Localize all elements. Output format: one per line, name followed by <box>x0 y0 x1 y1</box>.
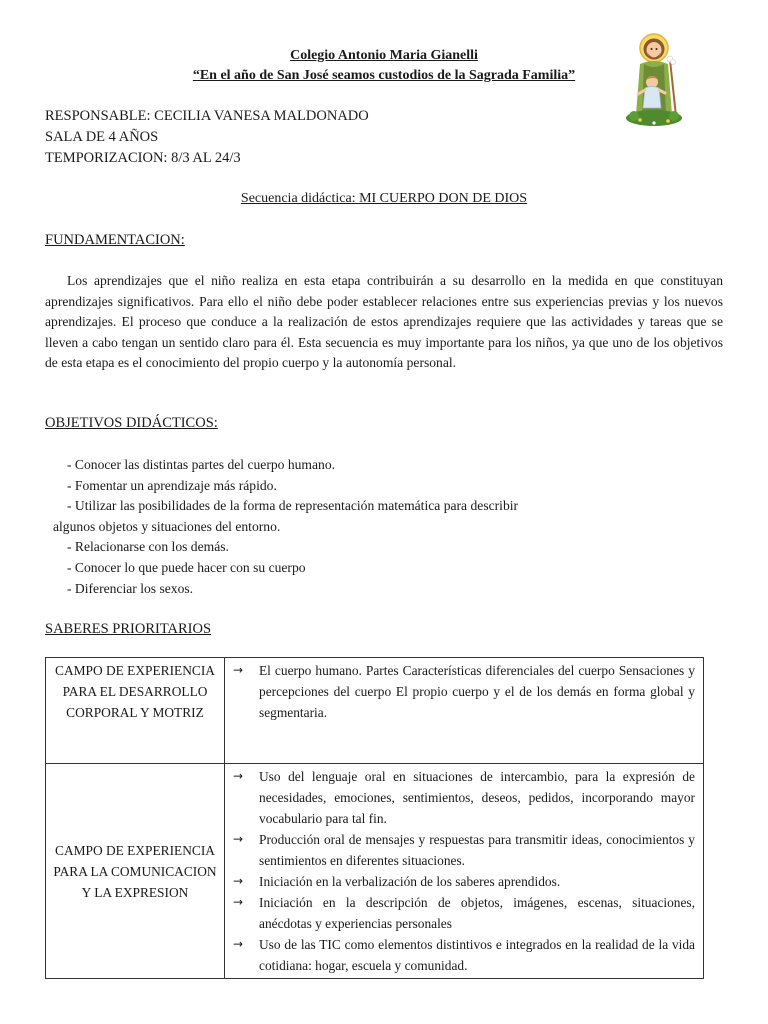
temporizacion-line: TEMPORIZACION: 8/3 AL 24/3 <box>45 150 241 166</box>
saber-text: Iniciación en la descripción de objetos, imágenes, escenas, situaciones, anécdotas y experiencias personales <box>259 895 695 931</box>
arrow-icon: → <box>233 663 244 677</box>
saber-text: Iniciación en la verbalización de los saberes aprendidos. <box>259 874 561 889</box>
objetivo-item: - Relacionarse con los demás. <box>67 539 229 555</box>
objetivos-list <box>53 455 519 599</box>
objetivo-item: - Diferenciar los sexos. <box>67 580 194 596</box>
arrow-icon: → <box>233 874 244 888</box>
sala-line: SALA DE 4 AÑOS <box>45 129 159 145</box>
saint-joseph-with-child-icon <box>624 30 688 128</box>
saberes-heading: SABERES PRIORITARIOS <box>45 621 212 637</box>
saber-item <box>233 660 695 723</box>
objetivo-item: algunos objetos y situaciones del entorno. <box>53 518 281 534</box>
fundamentacion-paragraph <box>45 271 723 374</box>
table-row <box>46 658 704 764</box>
saberes-cell <box>225 658 704 764</box>
arrow-icon: → <box>233 832 244 846</box>
school-name: Colegio Antonio Maria Gianelli <box>290 48 478 63</box>
campo-cell: CAMPO DE EXPERIENCIA PARA EL DESARROLLO CORPORAL Y MOTRIZ <box>46 658 225 764</box>
saber-item <box>233 829 695 871</box>
saber-text: Producción oral de mensajes y respuestas para transmitir ideas, conocimientos y sentimientos en diferentes situaciones. <box>259 832 695 868</box>
saberes-table <box>45 657 704 979</box>
saber-text: El cuerpo humano. Partes Características diferenciales del cuerpo Sensaciones y percepciones del cuerpo El propio cuerpo y el de los demás en forma global y segmentaria. <box>259 663 695 720</box>
objetivo-item: - Conocer lo que puede hacer con su cuerpo <box>67 559 306 575</box>
objetivo-item: - Conocer las distintas partes del cuerpo humano. <box>67 457 336 472</box>
saber-item <box>233 934 695 976</box>
school-motto: “En el año de San José seamos custodios de la Sagrada Familia” <box>192 68 576 83</box>
saberes-cell <box>225 764 704 979</box>
fundamentacion-text: Los aprendizajes que el niño realiza en esta etapa contribuirán a su desarrollo en la medida en que constituyan aprendizajes significativos. Para ello el niño debe poder establecer relaciones entre sus experiencias previas y los nuevos aprendizajes. El proceso que conduce a la realización de estos aprendizajes requiere que las actividades y tareas que se lleven a cabo tengan un sentido claro para él. Esta secuencia es muy importante para los niños, ya que uno de los objetivos de esta etapa es el conocimiento del propio cuerpo y la autonomía personal. <box>45 273 723 371</box>
saber-item <box>233 892 695 934</box>
table-row <box>46 764 704 979</box>
fundamentacion-heading: FUNDAMENTACION: <box>45 232 185 248</box>
objetivo-item: - Fomentar un aprendizaje más rápido. <box>67 477 277 493</box>
saber-text: Uso de las TIC como elementos distintivos e integrados en la realidad de la vida cotidiana: hogar, escuela y comunidad. <box>259 937 695 973</box>
arrow-icon: → <box>233 895 244 909</box>
arrow-icon: → <box>233 937 244 951</box>
objetivo-item: - Utilizar las posibilidades de la forma de representación matemática para describir <box>67 498 519 514</box>
arrow-icon: → <box>233 769 244 783</box>
objetivos-heading: OBJETIVOS DIDÁCTICOS: <box>45 415 218 431</box>
saber-text: Uso del lenguaje oral en situaciones de intercambio, para la expresión de necesidades, emociones, sentimientos, deseos, pedidos, incorporando mayor vocabulario para tal fin. <box>259 769 695 826</box>
saber-item <box>233 871 695 892</box>
responsable-line: RESPONSABLE: CECILIA VANESA MALDONADO <box>45 108 369 124</box>
campo-cell: CAMPO DE EXPERIENCIA PARA LA COMUNICACION Y LA EXPRESION <box>46 764 225 979</box>
secuencia-title: Secuencia didáctica: MI CUERPO DON DE DIOS <box>240 191 528 206</box>
saber-item <box>233 766 695 829</box>
